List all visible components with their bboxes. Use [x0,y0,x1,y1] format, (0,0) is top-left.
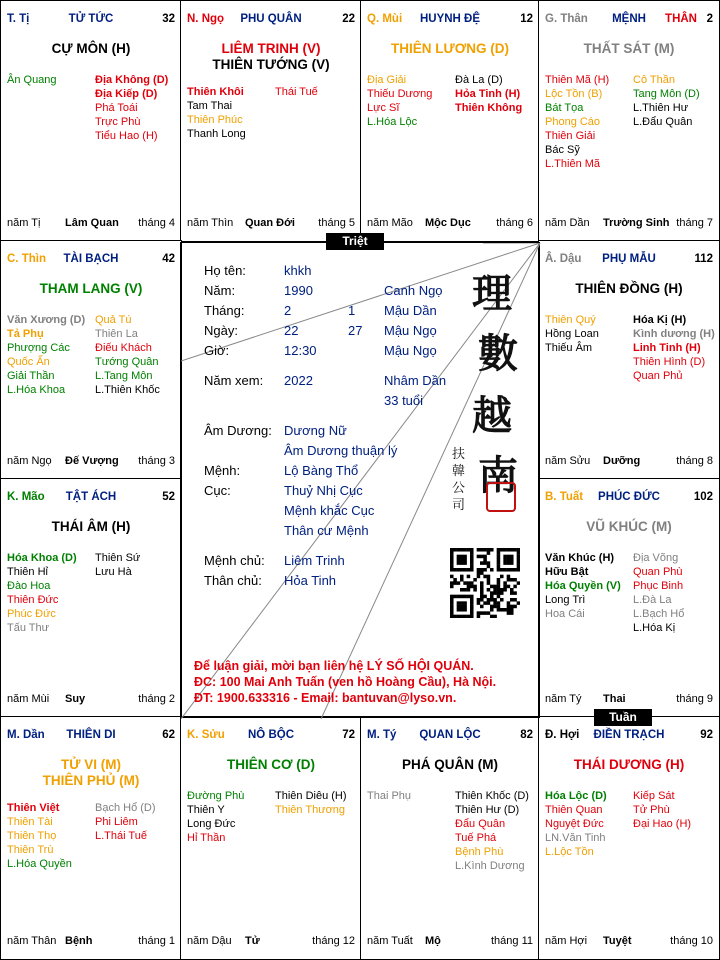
minor-star: Nguyệt Đức [545,818,604,830]
star-column-left [545,313,599,355]
value-view-year-can: Nhâm Dần [384,373,447,388]
star-column-left [7,801,72,871]
minor-star: Thiên Khốc (D) [455,790,529,802]
minor-star: Phượng Các [7,342,70,354]
palace-name: THIÊN DI [66,729,116,741]
minor-star: L.Hóa Kị [633,622,676,634]
minor-star: Thiên Tài [7,816,53,828]
palace-cell [538,0,720,242]
value-cuc-3: Thân cư Mệnh [284,523,369,538]
palace-branch: Q. Mùi [367,13,403,25]
main-stars [1,41,181,57]
minor-star: Kình dương (H) [633,328,715,340]
minor-star: L.Đẩu Quân [633,116,693,128]
minor-star: Thiên La [95,328,138,340]
palace-name: HUYNH ĐỆ [419,13,481,25]
minor-star: Hoa Cái [545,608,585,620]
value-menh: Lộ Bàng Thổ [284,463,359,478]
minor-star: Lực Sĩ [367,102,400,114]
contact-line-1: Để luận giải, mời bạn liên hệ LÝ SỐ HỘI QUÁN. [194,659,474,673]
brand-char-4: 南 [478,452,518,499]
minor-star: Thiên Thọ [7,830,57,842]
palace-month: tháng 10 [670,935,713,947]
palace-year: năm Tuất [367,935,413,947]
minor-star: Thiếu Âm [545,342,593,354]
palace-name: TẬT ÁCH [65,491,117,503]
label-menh: Mệnh: [204,463,241,478]
minor-star: Thiên Quan [545,804,603,816]
minor-star: Quan Phù [633,566,683,578]
minor-star: Tang Môn (D) [633,88,700,100]
minor-star: Tiểu Hao (H) [95,130,158,142]
label-year: Năm: [204,283,236,298]
minor-star: Đẩu Quân [455,818,506,830]
main-star: THÁI DƯƠNG (H) [573,757,685,772]
star-column-left [187,789,244,845]
minor-star: Phá Toái [95,102,138,114]
main-star: THAM LANG (V) [39,281,143,296]
palace-month: tháng 2 [138,693,175,705]
minor-star: Thiên Giải [545,130,596,142]
minor-star: Lưu Hà [95,566,132,578]
minor-star: L.Hóa Lộc [367,116,418,128]
value-year-can: Canh Ngọ [384,283,443,298]
minor-star: Cô Thần [633,74,675,86]
minor-star: Tấu Thư [7,622,50,634]
main-stars [539,281,719,297]
minor-star: L.Đà La [633,594,672,606]
minor-star: Tuế Phá [455,832,497,844]
main-stars [181,41,361,73]
minor-star: Thiên Hình (D) [633,356,706,368]
minor-star: Phúc Đức [7,608,56,620]
palace-month: tháng 11 [490,935,533,947]
palace-year: năm Dậu [187,935,232,947]
minor-star: Đào Hoa [7,580,51,592]
palace-month: tháng 8 [676,455,713,467]
star-column-right [633,551,684,635]
value-age: 33 tuổi [384,393,424,408]
value-than-chu: Hỏa Tinh [284,573,337,588]
palace-cell [0,478,182,718]
value-am-duong-2: Âm Dương thuận lý [284,443,398,458]
palace-number: 72 [342,729,355,741]
minor-star: L.Lộc Tồn [545,846,594,858]
contact-line-3: ĐT: 1900.633316 - Email: bantuvan@lyso.vn. [194,691,457,705]
palace-branch: C. Thìn [7,253,46,265]
label-than-chu: Thân chủ: [204,573,262,588]
palace-stage: Bệnh [65,935,93,947]
palace-month: tháng 5 [318,217,355,229]
palace-branch: T. Tị [7,13,30,25]
palace-branch: B. Tuất [545,491,584,503]
main-star: VŨ KHÚC (M) [586,519,672,534]
value-menh-chu: Liêm Trinh [284,553,345,568]
minor-star: Hỏa Tinh (H) [455,88,521,100]
star-column-right [275,85,318,99]
minor-star: L.Hóa Quyền [7,858,72,870]
palace-cell [180,716,362,960]
palace-number: 82 [520,729,533,741]
palace-branch: N. Ngọ [187,13,225,25]
star-column-left [367,789,411,803]
star-column-right [95,313,160,397]
palace-branch: Đ. Hợi [545,729,580,741]
main-star: TỬ VI (M) [61,757,121,772]
palace-stage: Suy [65,693,86,705]
minor-star: Trực Phù [95,116,141,128]
minor-star: Bác Sỹ [545,144,580,156]
palace-cell [0,0,182,242]
minor-star: Thiên Hư (D) [455,804,520,816]
palace-stage: Mộc Dục [425,217,471,229]
palace-number: 52 [162,491,175,503]
label-day: Ngày: [204,323,238,338]
star-column-right [95,801,156,843]
star-column-left [7,551,77,635]
label-cuc: Cục: [204,483,231,498]
star-column-right [633,789,691,831]
minor-star: Kiếp Sát [633,790,675,802]
seal-stamp [486,482,516,512]
value-month: 2 [284,303,292,318]
minor-star: Lộc Tồn (B) [545,88,603,100]
palace-name: NÔ BỘC [248,729,294,741]
palace-month: tháng 4 [138,217,175,229]
minor-star: LN.Văn Tinh [545,832,606,844]
palace-name: TỬ TỨC [68,13,114,25]
palace-month: tháng 9 [676,693,713,705]
minor-star: Thiên Việt [7,802,60,814]
minor-star: L.Bạch Hổ [633,608,685,620]
star-column-left [545,551,621,621]
palace-number: 22 [342,13,355,25]
minor-star: Quả Tú [95,314,132,326]
palace-month: tháng 7 [676,217,713,229]
qr-code[interactable] [450,548,520,618]
brand-char-1: 理 [472,270,512,317]
minor-star: Đà La (D) [455,74,503,86]
minor-star: Tam Thai [187,100,233,112]
main-star: THIÊN TƯỚNG (V) [212,57,330,72]
minor-star: Hóa Khoa (D) [7,552,77,564]
minor-star: Hữu Bật [545,566,589,578]
minor-star: Thiên Thương [275,804,346,816]
minor-star: Tướng Quân [95,356,159,368]
palace-cell [360,716,540,960]
main-star: PHÁ QUÂN (M) [402,757,498,772]
palace-cell [0,716,182,960]
palace-stage: Tử [245,935,260,947]
palace-number: 62 [162,729,175,741]
palace-number: 32 [162,13,175,25]
value-cuc-1: Thuỷ Nhị Cục [284,483,363,498]
label-hour: Giờ: [204,343,230,358]
palace-year: năm Thân [7,935,57,947]
palace-number: 12 [520,13,533,25]
minor-star: Thanh Long [187,128,246,140]
palace-number: 102 [693,491,713,503]
label-month: Tháng: [204,303,245,318]
palace-stage: Đế Vượng [65,455,119,467]
star-column-right [633,73,700,129]
label-menh-chu: Mệnh chủ: [204,553,265,568]
minor-star: L.Thiên Mã [545,158,601,170]
palace-branch: K. Mão [7,491,45,503]
palace-month: tháng 12 [312,935,355,947]
minor-star: Long Trì [545,594,586,606]
brand-char-2: 數 [478,330,518,377]
palace-cell [538,478,720,718]
palace-number: 42 [162,253,175,265]
value-day-lunar: 27 [348,323,363,338]
main-star: LIÊM TRINH (V) [221,41,321,56]
palace-name: ĐIỀN TRẠCH [593,729,665,741]
star-column-left [545,73,609,171]
minor-star: Giải Thần [7,370,55,382]
palace-stage: Trường Sinh [603,217,670,229]
value-month-can: Mậu Dần [384,303,437,318]
value-hour: 12:30 [284,343,317,358]
main-stars [181,757,361,773]
palace-cell [360,0,540,242]
brand-small-text: 扶 韓 公 司 [452,447,466,513]
palace-branch: Â. Dậu [545,253,582,265]
palace-year: năm Hợi [545,935,588,947]
minor-star: Thiên Sứ [95,552,141,564]
minor-star: Văn Khúc (H) [545,552,615,564]
palace-cell [538,716,720,960]
star-column-left [7,313,85,397]
main-star: CỰ MÔN (H) [51,41,131,56]
minor-star: L.Tang Môn [95,370,153,382]
contact-line-2: ĐC: 100 Mai Anh Tuấn (ven hồ Hoàng Cầu), Hà Nội. [194,675,497,689]
value-day-can: Mậu Ngọ [384,323,437,338]
value-day: 22 [284,323,299,338]
main-stars [539,519,719,535]
main-star: THÁI ÂM (H) [51,519,131,534]
minor-star: Thiên Diêu (H) [275,790,347,802]
label-am-duong: Âm Dương: [204,423,272,438]
minor-star: L.Thiên Khốc [95,384,160,396]
minor-star: Hóa Quyền (V) [545,580,621,592]
minor-star: Hồng Loan [545,328,599,340]
main-stars [1,519,181,535]
star-column-right [633,313,715,383]
minor-star: Thiên Khôi [187,86,244,98]
star-column-left [7,73,57,87]
value-cuc-2: Mệnh khắc Cục [284,503,375,518]
palace-branch: G. Thân [545,13,588,25]
star-column-right [455,789,529,873]
main-stars [361,757,539,773]
minor-star: Hóa Kị (H) [633,314,687,326]
minor-star: Thiên Trù [7,844,54,856]
minor-star: Thiên Hỉ [7,566,48,578]
minor-star: Thiên Quý [545,314,596,326]
star-column-left [187,85,246,141]
minor-star: Thiên Y [187,804,225,816]
minor-star: Phi Liêm [95,816,138,828]
minor-star: Địa Không (D) [95,74,169,86]
than-marker: THÂN [665,13,697,25]
palace-number: 112 [694,253,713,265]
palace-name: PHỤ MẪU [602,253,656,265]
minor-star: Thiên Mã (H) [545,74,610,86]
value-am-duong-1: Dương Nữ [284,423,347,438]
label-view-year: Năm xem: [204,373,264,388]
palace-branch: M. Tý [367,729,397,741]
minor-star: Điếu Khách [95,342,152,354]
value-hour-can: Mậu Ngọ [384,343,437,358]
value-year: 1990 [284,283,313,298]
minor-star: Bệnh Phù [455,846,504,858]
palace-cell [538,240,720,480]
minor-star: L.Kình Dương [455,860,525,872]
minor-star: Đường Phù [187,790,245,802]
palace-month: tháng 3 [138,455,175,467]
palace-year: năm Tý [545,693,582,705]
star-column-right [455,73,522,115]
minor-star: Thiên Không [455,102,523,114]
minor-star: Địa Giải [367,74,407,86]
main-stars [1,757,181,789]
minor-star: Quan Phủ [633,370,683,382]
palace-year: năm Mão [367,217,413,229]
main-star: THIÊN ĐỒNG (H) [575,281,683,296]
minor-star: Linh Tinh (H) [633,342,701,354]
minor-star: Bát Tọa [545,102,584,114]
palace-cell [180,0,362,242]
main-stars [1,281,181,297]
palace-name: PHÚC ĐỨC [598,491,660,503]
value-view-year: 2022 [284,373,313,388]
minor-star: Thiên Đức [7,594,59,606]
minor-star: Hóa Lộc (D) [545,790,607,802]
triet-tag: Triệt [326,233,384,250]
value-name: khkh [284,263,312,278]
palace-month: tháng 1 [138,935,175,947]
palace-cell [0,240,182,480]
minor-star: Quốc Ấn [7,356,50,368]
minor-star: L.Thiên Hư [633,102,689,114]
minor-star: Ân Quang [7,74,57,86]
tuan-tag: Tuần [594,709,652,726]
minor-star: Hỉ Thần [187,832,226,844]
palace-branch: K. Sửu [187,729,225,741]
minor-star: Tả Phụ [7,328,44,340]
minor-star: Thai Phụ [367,790,412,802]
minor-star: Văn Xương (D) [7,314,86,326]
main-stars [539,757,719,773]
palace-number: 2 [706,13,713,25]
main-star: THẤT SÁT (M) [583,41,675,56]
palace-stage: Mộ [425,935,441,947]
minor-star: Địa Võng [633,552,679,564]
main-stars [361,41,539,57]
main-stars [539,41,719,57]
star-column-left [545,789,607,859]
brand-char-3: 越 [472,392,512,439]
minor-star: Long Đức [187,818,236,830]
minor-star: Bạch Hổ (D) [95,802,156,814]
palace-stage: Quan Đới [245,217,295,229]
minor-star: L.Hóa Khoa [7,384,66,396]
palace-name: QUAN LỘC [419,729,481,741]
minor-star: Tử Phù [633,804,670,816]
minor-star: Thái Tuế [275,86,318,98]
star-column-right [95,551,140,579]
star-column-right [275,789,347,817]
minor-star: Đại Hao (H) [633,818,692,830]
minor-star: Thiếu Dương [367,88,433,100]
main-star: THIÊN CƠ (D) [226,757,315,772]
value-month-lunar: 1 [348,303,356,318]
palace-stage: Dưỡng [603,455,641,467]
main-star: THIÊN PHỦ (M) [42,773,140,788]
palace-year: năm Ngọ [7,455,52,467]
palace-year: năm Mùi [7,693,50,705]
minor-star: Phong Cáo [545,116,601,128]
main-star: THIÊN LƯƠNG (D) [391,41,509,56]
palace-year: năm Tị [7,217,41,229]
minor-star: Địa Kiếp (D) [95,88,158,100]
minor-star: L.Thái Tuế [95,830,147,842]
label-name: Họ tên: [204,263,246,278]
palace-number: 92 [700,729,713,741]
palace-year: năm Thìn [187,217,234,229]
palace-month: tháng 6 [496,217,533,229]
palace-stage: Thai [603,693,626,705]
palace-name: MỆNH [612,13,646,25]
star-column-left [367,73,432,129]
palace-stage: Tuyệt [603,935,632,947]
palace-stage: Lâm Quan [65,217,119,229]
minor-star: Thiên Phúc [187,114,243,126]
palace-name: PHU QUÂN [240,13,302,25]
palace-name: TÀI BẠCH [63,253,119,265]
palace-year: năm Sửu [545,455,591,467]
minor-star: Phục Binh [633,580,684,592]
star-column-right [95,73,168,143]
palace-branch: M. Dần [7,729,45,741]
palace-year: năm Dần [545,217,590,229]
